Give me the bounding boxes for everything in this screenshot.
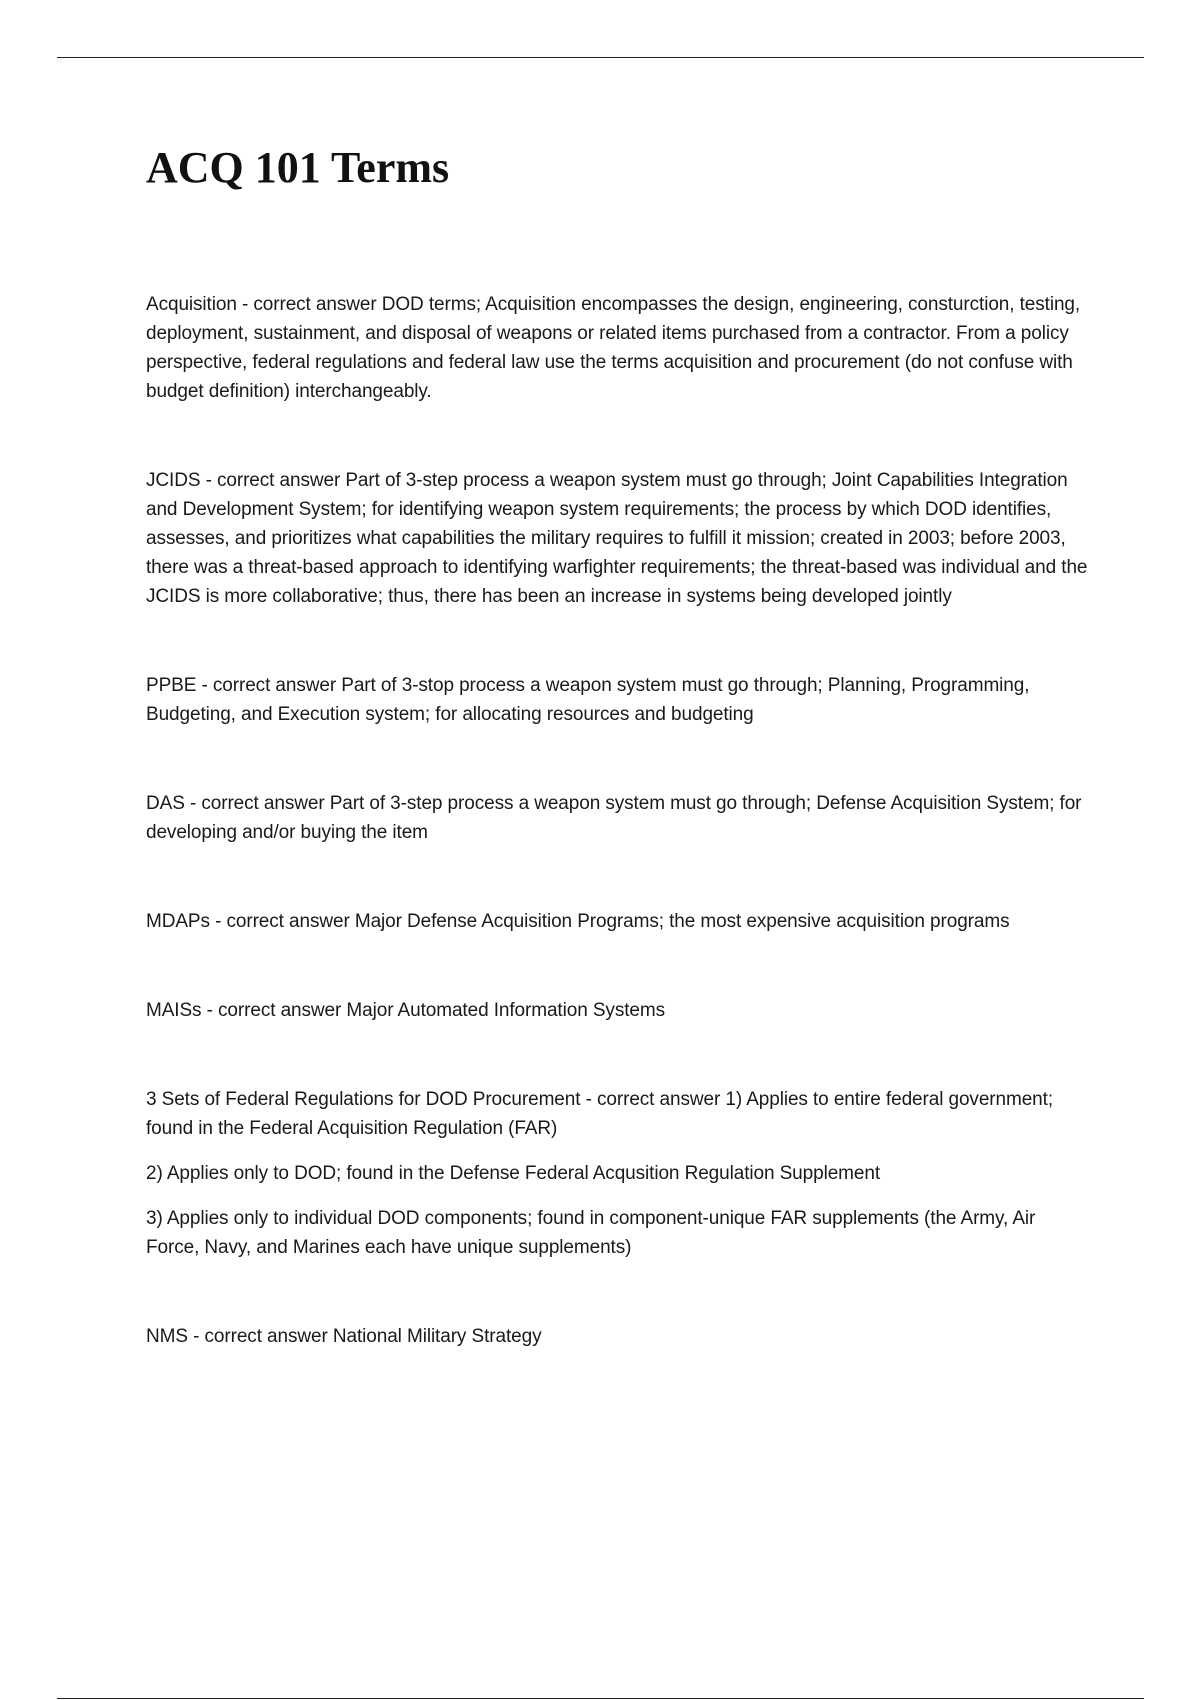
entry-nms <box>146 1322 1091 1351</box>
entry-text: MDAPs - correct answer Major Defense Acquisition Programs; the most expensive acquisition programs <box>146 911 1010 932</box>
top-rule <box>57 57 1144 58</box>
entry-text: DAS - correct answer Part of 3-step process a weapon system must go through; Defense Acquisition System; for developing and/or buying the item <box>146 793 1082 843</box>
entry-ppbe <box>146 671 1091 729</box>
document-body <box>146 290 1091 1411</box>
entry-text: JCIDS - correct answer Part of 3-step process a weapon system must go through; Joint Capabilities Integration and Development System; for identifying weapon system requirements; the process by which DOD identifies, assesses, and prioritizes what capabilities the military requires to fulfill it mission; created in 2003; before 2003, there was a threat-based approach to identifying warfighter requirements; the threat-based was individual and the JCIDS is more collaborative; thus, there has been an increase in systems being developed jointly <box>146 470 1088 607</box>
entry-jcids <box>146 466 1091 611</box>
entry-mdaps <box>146 907 1091 936</box>
entry-text: MAISs - correct answer Major Automated Information Systems <box>146 1000 665 1021</box>
entry-maiss <box>146 996 1091 1025</box>
entry-text-item-3: 3) Applies only to individual DOD components; found in component-unique FAR supplements (the Army, Air Force, Navy, and Marines each have unique supplements) <box>146 1208 1036 1258</box>
entry-text: 3 Sets of Federal Regulations for DOD Procurement - correct answer 1) Applies to entire federal government; found in the Federal Acquisition Regulation (FAR) <box>146 1089 1054 1139</box>
entry-text-item-2: 2) Applies only to DOD; found in the Defense Federal Acqusition Regulation Supplement <box>146 1163 881 1184</box>
bottom-rule <box>57 1698 1144 1699</box>
entry-das <box>146 789 1091 847</box>
entry-text: NMS - correct answer National Military Strategy <box>146 1326 542 1347</box>
entry-text: Acquisition - correct answer DOD terms; Acquisition encompasses the design, engineering, consturction, testing, deployment, sustainment, and disposal of weapons or related items purchased from a contractor. From a policy perspective, federal regulations and federal law use the terms acquisition and procurement (do not confuse with budget definition) interchangeably. <box>146 294 1081 402</box>
entry-acquisition <box>146 290 1091 406</box>
document-title: ACQ 101 Terms <box>146 143 450 192</box>
entry-federal-regulations <box>146 1085 1091 1262</box>
entry-text: PPBE - correct answer Part of 3-stop process a weapon system must go through; Planning, Programming, Budgeting, and Execution system; for allocating resources and budgeting <box>146 675 1030 725</box>
